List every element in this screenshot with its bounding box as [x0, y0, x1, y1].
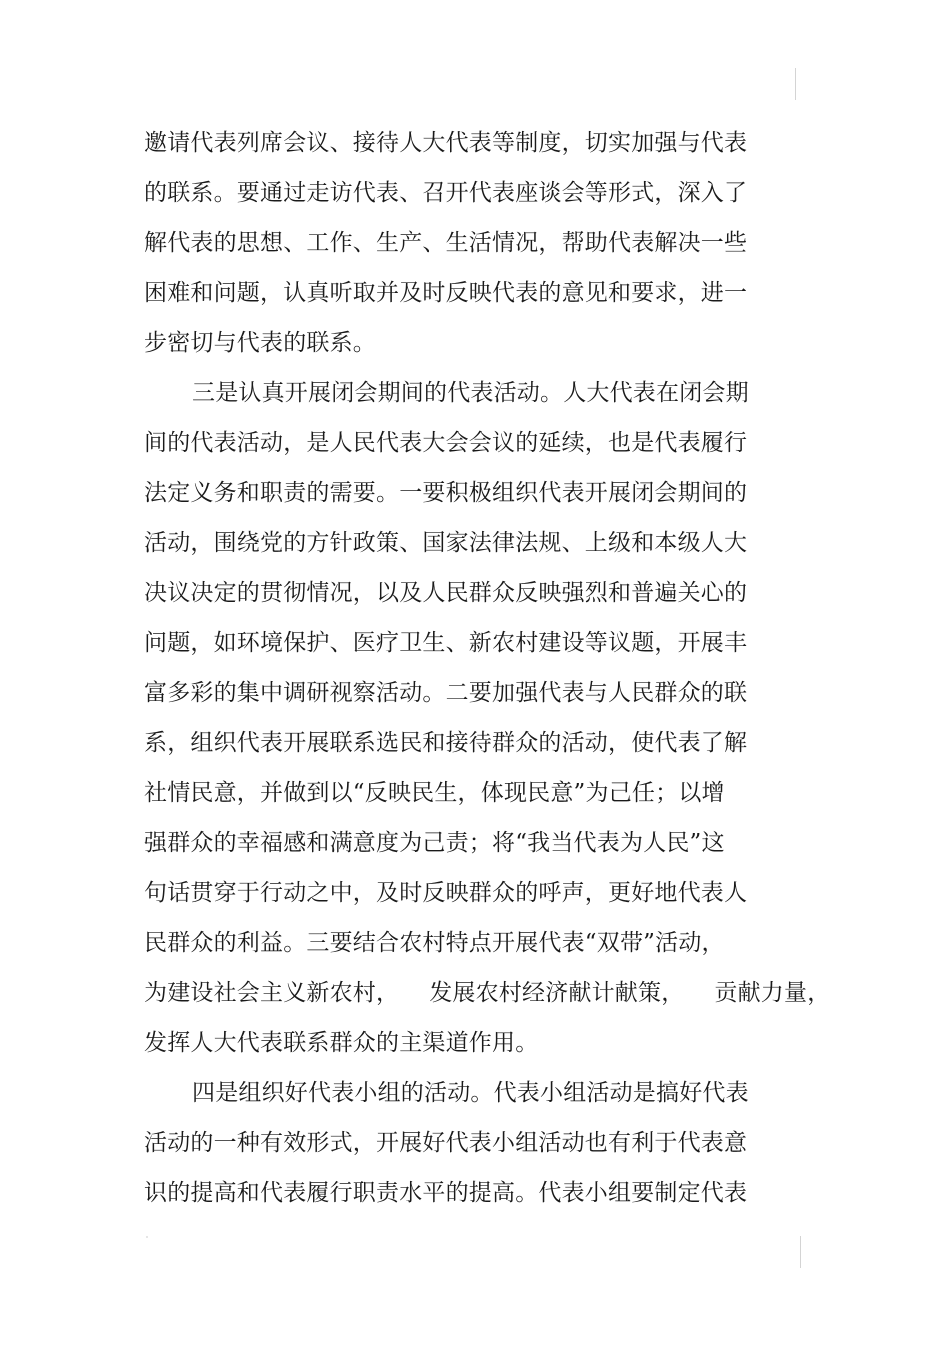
- paragraph-start-line: 四是组织好代表小组的活动。代表小组活动是搞好代表: [192, 1080, 749, 1106]
- page-speck: [146, 1236, 148, 1238]
- text-line-spaced: [144, 968, 831, 1018]
- text-segment: 为建设社会主义新农村，: [144, 980, 400, 1006]
- text-line: 邀请代表列席会议、接待人大代表等制度，切实加强与代表: [144, 130, 748, 156]
- text-line: 活动，围绕党的方针政策、国家法律法规、上级和本级人大: [144, 530, 748, 556]
- body-text: [144, 118, 831, 1218]
- text-line: 活动的一种有效形式，开展好代表小组活动也有利于代表意: [144, 1130, 748, 1156]
- text-line: 社情民意，并做到以“反映民生，体现民意”为己任；以增: [144, 780, 725, 806]
- text-line: 决议决定的贯彻情况，以及人民群众反映强烈和普遍关心的: [144, 580, 748, 606]
- text-line: 法定义务和职责的需要。一要积极组织代表开展闭会期间的: [144, 480, 748, 506]
- text-segment: 贡献力量，: [714, 980, 831, 1006]
- text-line: 发挥人大代表联系群众的主渠道作用。: [144, 1030, 539, 1056]
- text-line: 强群众的幸福感和满意度为己责；将“我当代表为人民”这: [144, 830, 725, 856]
- text-line: 识的提高和代表履行职责水平的提高。代表小组要制定代表: [144, 1180, 748, 1206]
- paragraph-start-line: 三是认真开展闭会期间的代表活动。人大代表在闭会期: [192, 380, 749, 406]
- text-line: 民群众的利益。三要结合农村特点开展代表“双带”活动，: [144, 930, 725, 956]
- page-corner-mark-top: [795, 68, 796, 100]
- text-line: 步密切与代表的联系。: [144, 330, 376, 356]
- text-line: 问题，如环境保护、医疗卫生、新农村建设等议题，开展丰: [144, 630, 748, 656]
- text-line: 的联系。要通过走访代表、召开代表座谈会等形式，深入了: [144, 180, 748, 206]
- text-line: 解代表的思想、工作、生产、生活情况，帮助代表解决一些: [144, 230, 748, 256]
- text-line: 困难和问题，认真听取并及时反映代表的意见和要求，进一: [144, 280, 748, 306]
- text-segment: 发展农村经济献计献策，: [429, 980, 685, 1006]
- page-corner-mark-bottom: [800, 1236, 801, 1268]
- text-line: 句话贯穿于行动之中，及时反映群众的呼声，更好地代表人: [144, 880, 748, 906]
- text-line: 间的代表活动，是人民代表大会会议的延续，也是代表履行: [144, 430, 748, 456]
- text-line: 系，组织代表开展联系选民和接待群众的活动，使代表了解: [144, 730, 748, 756]
- text-line: 富多彩的集中调研视察活动。二要加强代表与人民群众的联: [144, 680, 748, 706]
